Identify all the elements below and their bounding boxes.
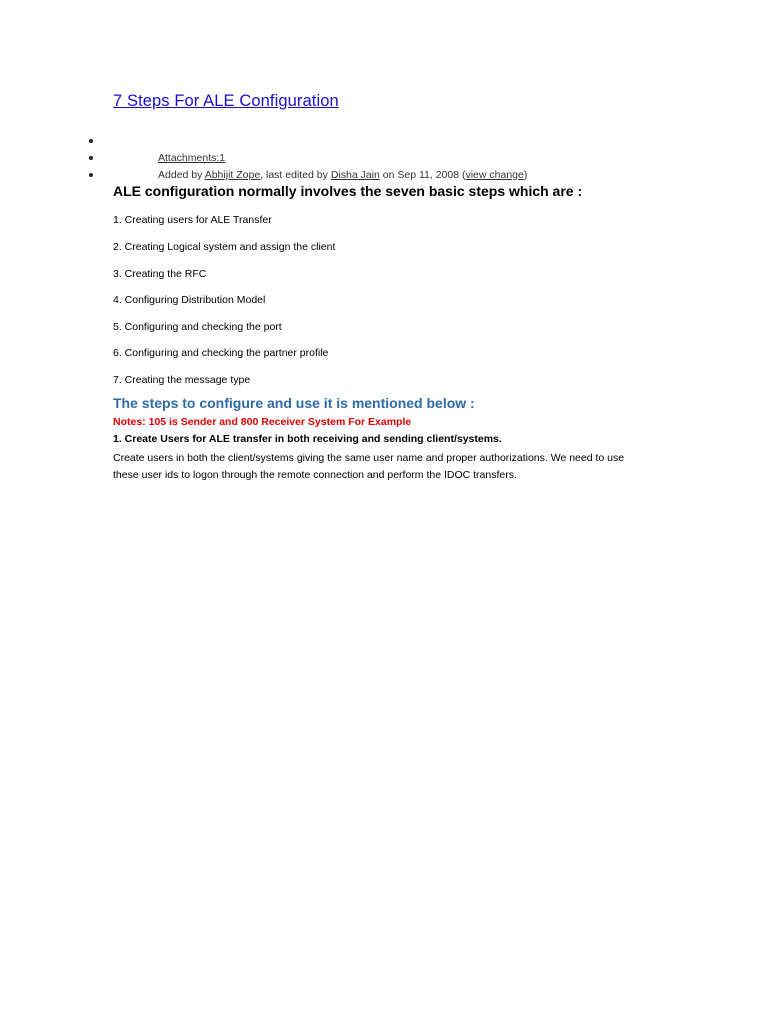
bullet-meta xyxy=(89,173,93,177)
close-paren: ) xyxy=(523,169,528,181)
step-item: 7. Creating the message type xyxy=(113,374,251,386)
page-meta-row xyxy=(158,169,527,181)
step-item: 3. Creating the RFC xyxy=(113,268,207,280)
section-subheading: The steps to configure and use it is mentioned below : xyxy=(113,395,475,411)
notes-text: Notes: 105 is Sender and 800 Receiver System For Example xyxy=(113,416,412,428)
author-link[interactable]: Abhijit Zope xyxy=(204,169,261,181)
step-item: 1. Creating users for ALE Transfer xyxy=(113,214,272,226)
date-text: on Sep 11, 2008 ( xyxy=(382,169,466,181)
added-by-prefix: Added by xyxy=(158,169,203,181)
step-item: 2. Creating Logical system and assign the client xyxy=(113,241,336,253)
step-item: 5. Configuring and checking the port xyxy=(113,321,282,333)
page-title-link[interactable]: 7 Steps For ALE Configuration xyxy=(113,92,339,110)
step-item: 4. Configuring Distribution Model xyxy=(113,294,266,306)
bullet-empty xyxy=(89,139,93,143)
view-change-link[interactable]: view change xyxy=(465,169,524,181)
step1-heading: 1. Create Users for ALE transfer in both receiving and sending client/systems. xyxy=(113,433,502,445)
attachments-link[interactable]: Attachments:1 xyxy=(158,152,226,164)
step-item: 6. Configuring and checking the partner profile xyxy=(113,347,329,359)
attachments-row xyxy=(158,152,225,164)
editor-link[interactable]: Disha Jain xyxy=(330,169,380,181)
step1-paragraph: Create users in both the client/systems giving the same user name and proper authorizations. We need to use these user ids to logon through the remote connection and perform the IDOC transfers. xyxy=(113,452,625,481)
last-edited-text: , last edited by xyxy=(260,169,328,181)
bullet-attachments xyxy=(89,156,93,160)
intro-heading: ALE configuration normally involves the seven basic steps which are : xyxy=(113,183,583,199)
